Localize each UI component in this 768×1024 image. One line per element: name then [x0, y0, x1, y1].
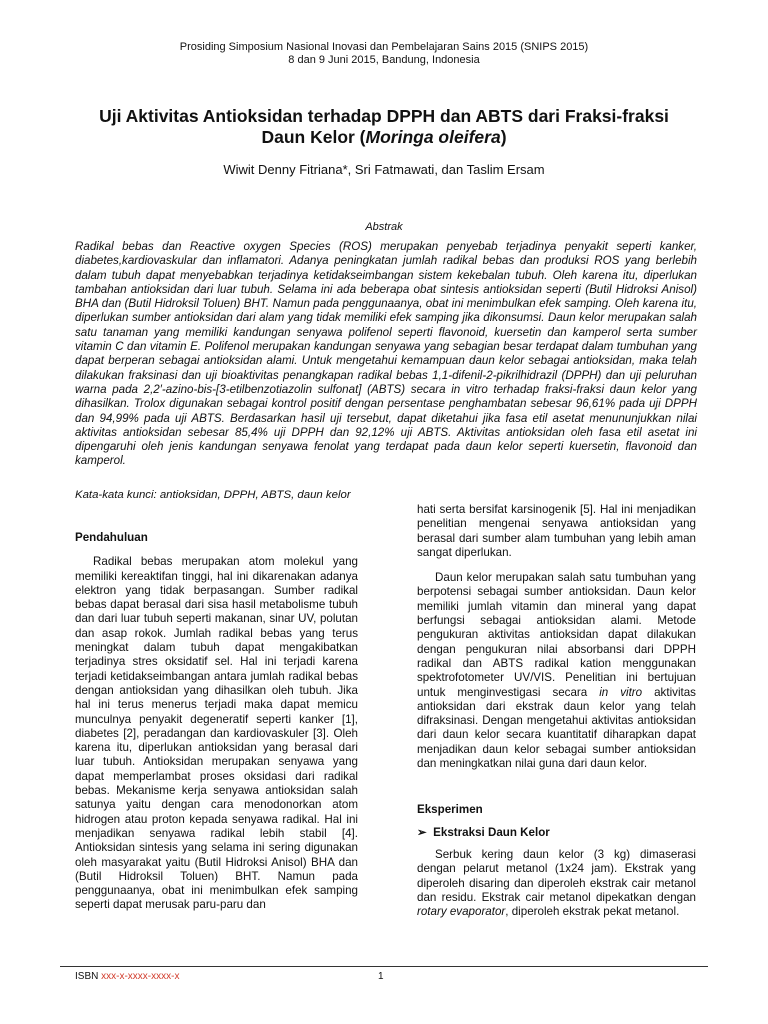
page-header — [0, 41, 768, 67]
exp-p1-text-a: Serbuk kering daun kelor (3 kg) dimaserasi dengan pelarut metanol (1x24 jam). Ekstrak yang diperoleh disaring dan diperoleh ekstrak cair metanol dan residu. Ekstrak cair metanol dipekatkan dengan — [417, 847, 696, 904]
isbn-number: xxx-x-xxxx-xxxx-x — [101, 971, 180, 982]
header-date-location: 8 dan 9 Juni 2015, Bandung, Indonesia — [288, 54, 480, 66]
title-line-2 — [60, 127, 708, 148]
isbn-label: ISBN — [75, 971, 102, 982]
footer-isbn — [75, 971, 179, 982]
left-column — [75, 531, 358, 913]
title-species: Moringa oleifera — [365, 127, 501, 147]
intro-p2-text-a: Daun kelor merupakan salah satu tumbuhan yang berpotensi sebagai sumber antioksidan. Daun kelor memiliki jumlah vitamin dan mineral yang dapat berfungsi sebagai antioksidan alami. Metode pengukuran aktivitas antioksidan dapat dilakukan dengan pengukuran nilai absorbansi dari DPPH radikal dan ABTS radikal kation menggunakan spektrofotometer UV/VIS. Penelitian ini bertujuan untuk menginvestigasi secara — [417, 571, 696, 699]
header-proceedings: Prosiding Simposium Nasional Inovasi dan Pembelajaran Sains 2015 (SNIPS 2015) — [179, 41, 589, 53]
intro-p2-italic: in vitro — [599, 685, 643, 699]
title-line-1: Uji Aktivitas Antioksidan terhadap DPPH dan ABTS dari Fraksi-fraksi — [99, 106, 669, 126]
exp-p1-italic: rotary evaporator — [417, 905, 506, 919]
arrow-bullet-icon: ➢ — [417, 825, 427, 839]
section-heading-pendahuluan: Pendahuluan — [75, 531, 148, 544]
intro-paragraph-2 — [417, 571, 696, 771]
subsection-heading-ekstraksi — [417, 826, 696, 840]
intro-p2-text-b: aktivitas antioksidan dari ekstrak daun kelor yang telah difraksinasi. Dengan mengetahui aktivitas antioksidan dari daun kelor secara kuantitatif diharapkan dapat menjadikan daun kelor sebagai sumber antioksidan dan meningkatkan nilai guna dari daun kelor. — [417, 685, 696, 771]
keywords: Kata-kata kunci: antioksidan, DPPH, ABTS, daun kelor — [75, 489, 351, 501]
title-prefix: Daun Kelor ( — [261, 127, 366, 147]
abstract-text: Radikal bebas dan Reactive oxygen Species (ROS) merupakan penyebab terjadinya penyakit seperti kanker, diabetes,kardiovaskular dan inflamatori. Adanya peningkatan jumlah radikal bebas dan produksi ROS yang berlebih dalam tubuh dapat menyebabkan terjadinya ketidakseimbangan sistem kekebalan tubuh. Oleh karena itu, diperlukan tambahan antioksidan dari luar tubuh. Selama ini ada beberapa obat sintesis antioksidan seperti (Butil Hidroksi Anisol) BHA dan (Butil Hidroksil Toluen) BHT. Namun pada penggunaanya, obat ini menimbulkan efek samping. Oleh karena itu, diperlukan sumber antioksidan dari alam yang tidak memiliki efek samping jika dikonsumsi. Daun kelor merupakan salah satu tanaman yang memiliki kandungan senyawa polifenol seperti flavonoid, kuersetin dan kamperol serta sumber vitamin C dan vitamin E. Polifenol merupakan kandungan senyawa yang sebagian besar terdapat dalam tumbuhan yang dapat berperan sebagai antioksidan alami. Untuk mengetahui kemampuan daun kelor sebagai antioksidan, maka telah dilakukan fraksinasi dan uji bioaktivitas penangkapan radikal bebas 1,1-difenil-2-pikrilhidrazil (DPPH) dan uji peluruhan warna pada 2,2′-azino-bis-[3-etilbenzotiazolin sulfonat] (ABTS) secara in vitro terhadap fraksi-fraksi daun kelor yang dihasilkan. Trolox digunakan sebagai kontrol positif dengan persentase penghambatan sebesar 96,61% pada uji DPPH dan 94,99% pada uji ABTS. Berdasarkan hasil uji tersebut, dapat diketahui jika fasa etil asetat menununjukkan nilai aktivitas antioksidan sebesar 85,4% uji DPPH dan 92,12% uji ABTS. Aktivitas antioksidan oleh fasa etil asetat ini dipengaruhi oleh jenis kandungan senyawa fenolat yang terdapat pada daun kelor seperti kuersetin, flavonoid dan kamperol. — [75, 240, 697, 468]
author-list: Wiwit Denny Fitriana*, Sri Fatmawati, dan Taslim Ersam — [223, 162, 545, 177]
paper-title — [60, 106, 708, 148]
exp-p1-text-b: , diperoleh ekstrak pekat metanol. — [505, 905, 680, 919]
experiment-paragraph-1 — [417, 848, 696, 919]
title-suffix: ) — [500, 127, 507, 147]
right-column — [417, 503, 696, 919]
abstract-heading: Abstrak — [365, 221, 403, 233]
intro-paragraph-1: Radikal bebas merupakan atom molekul yang memiliki kereaktifan tinggi, hal ini dikarenakan adanya elektron yang tidak berpasangan. Sumber radikal bebas dapat berasal dari sisa hasil metabolisme tubuh dan dari luar tubuh seperti makanan, sinar UV, polutan dan asap rokok. Jumlah radikal bebas yang terus meningkat dalam tubuh dapat mengakibatkan terjadinya stres oksidatif sel. Hal ini terjadi karena terjadi ketidakseimbangan antara jumlah radikal bebas dengan antioksidan yang dihasilkan oleh tubuh. Jika hal ini terus menerus terjadi maka dapat memicu munculnya penyakit degeneratif seperti kanker [1], diabetes [2], peradangan dan kardiovaskuler [3]. Oleh karena itu, diperlukan antioksidan yang berasal dari luar tubuh. Antioksidan merupakan senyawa yang dapat memperlambat proses oksidasi dari radikal bebas. Mekanisme kerja senyawa antioksidan salah satunya yaitu dengan cara menodonorkan atom hidrogen atau proton kepada senyawa radikal. Hal ini menjadikan senyawa radikal lebih stabil [4]. Antioksidan sintesis yang selama ini sering digunakan oleh masyarakat yaitu (Butil Hidroksi Anisol) BHA dan (Butil Hidroksil Toluen) BHT. Namun pada penggunaanya, obat ini menimbulkan efek samping seperti dapat merusak paru-paru dan — [75, 555, 358, 912]
footer-divider — [60, 966, 708, 967]
subsection-title: Ekstraksi Daun Kelor — [433, 825, 550, 839]
section-heading-eksperimen: Eksperimen — [417, 803, 483, 817]
intro-paragraph-1-continued: hati serta bersifat karsinogenik [5]. Hal ini menjadikan penelitian mengenai senyawa antioksidan yang berasal dari sumber alam tumbuhan yang lebih aman sangat diperlukan. — [417, 503, 696, 559]
page-number: 1 — [378, 971, 384, 982]
